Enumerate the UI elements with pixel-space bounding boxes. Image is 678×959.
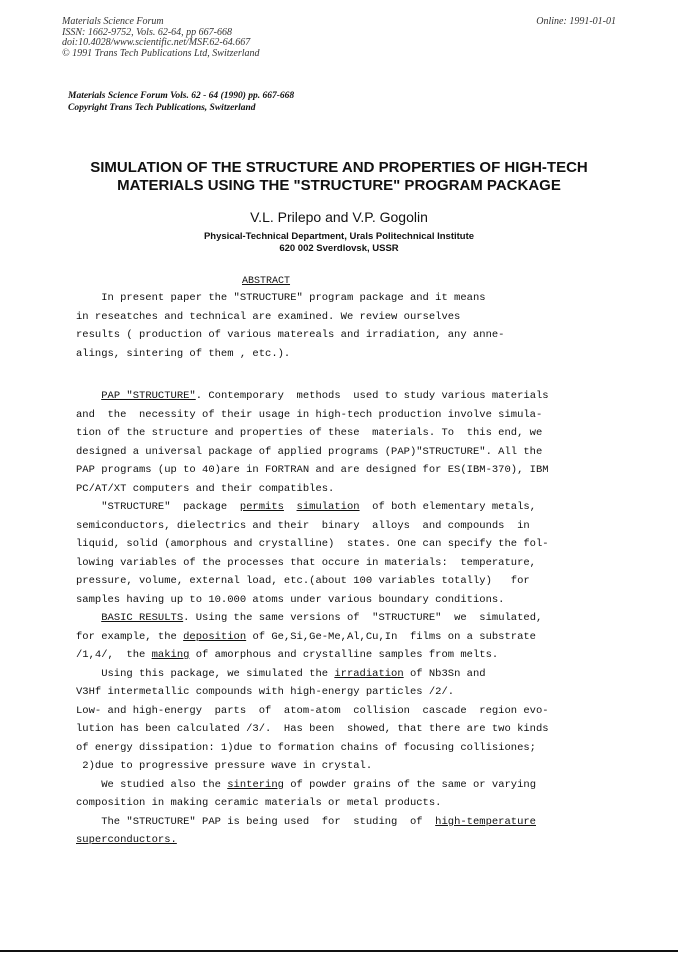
text-line: results ( production of various matereals and irradiation, any anne- (76, 329, 505, 341)
paper-title (40, 159, 638, 195)
affiliation-department: Physical-Technical Department, Urals Politechnical Institute (203, 231, 475, 242)
text-line: composition in making ceramic materials or metal products. (76, 797, 442, 809)
text-line: and the necessity of their usage in high-tech production involve simula- (76, 408, 543, 421)
text-line: Low- and high-energy parts of atom-atom collision cascade region evo- (76, 704, 549, 717)
text-line: superconductors. (76, 834, 177, 846)
text-line: samples having up to 10.000 atoms under various boundary conditions. (76, 593, 505, 606)
text-line: alings, sintering of them , etc.). (76, 347, 291, 360)
text-line: designed a universal package of applied programs (PAP)"STRUCTURE". All the (76, 445, 543, 458)
text-line: We studied also the sintering of powder grains of the same or varying (76, 778, 536, 791)
text-line: pressure, volume, external load, etc.(about 100 variables totally) for (76, 575, 530, 587)
body-text (76, 387, 576, 850)
issn-line: ISSN: 1662-9752, Vols. 62-64, pp 667-668 (62, 26, 232, 38)
affiliation-address: 620 002 Sverdlovsk, USSR (279, 243, 399, 254)
journal-metadata (62, 17, 260, 59)
text-line: V3Hf intermetallic compounds with high-energy particles /2/. (76, 686, 455, 698)
text-line: liquid, solid (amorphous and crystalline) states. One can specify the fol- (76, 538, 549, 550)
text-line: /1,4/, the making of amorphous and crystalline samples from melts. (76, 649, 499, 661)
text-line: of energy dissipation: 1)due to formation chains of focusing collisiones; (76, 741, 536, 754)
text-line: Using this package, we simulated the irradiation of Nb3Sn and (76, 667, 486, 680)
source-citation (68, 90, 294, 114)
text-line: BASIC RESULTS. Using the same versions of "STRUCTURE" we simulated, (101, 612, 543, 624)
title-line: SIMULATION OF THE STRUCTURE AND PROPERTIES OF HIGH-TECH (90, 159, 588, 176)
authors: V.L. Prilepo and V.P. Gogolin (250, 209, 428, 225)
affiliation (40, 231, 638, 255)
online-date: Online: 1991-01-01 (536, 16, 616, 27)
section-lead: PAP "STRUCTURE" (101, 390, 196, 402)
text-line: "STRUCTURE" package permits simulation of both elementary metals, (76, 501, 536, 513)
text-line: PAP programs (up to 40)are in FORTRAN and are designed for ES(IBM-370), IBM (76, 464, 549, 476)
section-lead: BASIC RESULTS (101, 612, 184, 624)
text-line: PC/AT/XT computers and their compatibles. (76, 482, 335, 495)
text-line: lowing variables of the processes that occure in materials: temperature, (76, 556, 536, 569)
title-line: MATERIALS USING THE "STRUCTURE" PROGRAM PACKAGE (117, 177, 561, 194)
source-volume: Materials Science Forum Vols. 62 - 64 (1990) pp. 667-668 (68, 91, 295, 101)
abstract-heading: ABSTRACT (242, 276, 291, 287)
text-line: for example, the deposition of Ge,Si,Ge-Me,Al,Cu,In films on a substrate (76, 630, 536, 643)
text-line: semiconductors, dielectrics and their binary alloys and compounds in (76, 519, 530, 532)
text-line: tion of the structure and properties of these materials. To this end, we (76, 427, 543, 439)
text-line: PAP "STRUCTURE". Contemporary methods used to study various materials (101, 390, 549, 402)
doi-line: doi:10.4028/www.scientific.net/MSF.62-64.667 (62, 37, 251, 48)
page-bottom-rule (0, 950, 678, 952)
text-line: lution has been calculated /3/. Has been showed, that there are two kinds (76, 723, 549, 735)
text-line: in reseatches and technical are examined. We review ourselves (76, 310, 461, 323)
abstract-text (76, 289, 576, 363)
text-line: In present paper the "STRUCTURE" program package and it means (76, 292, 486, 304)
source-copyright: Copyright Trans Tech Publications, Switzerland (68, 103, 256, 113)
copyright-line: © 1991 Trans Tech Publications Ltd, Switzerland (62, 47, 260, 59)
text-line: 2)due to progressive pressure wave in crystal. (76, 760, 373, 772)
text-line: The "STRUCTURE" PAP is being used for studing of high-temperature (76, 815, 536, 828)
journal-name: Materials Science Forum (62, 16, 164, 27)
